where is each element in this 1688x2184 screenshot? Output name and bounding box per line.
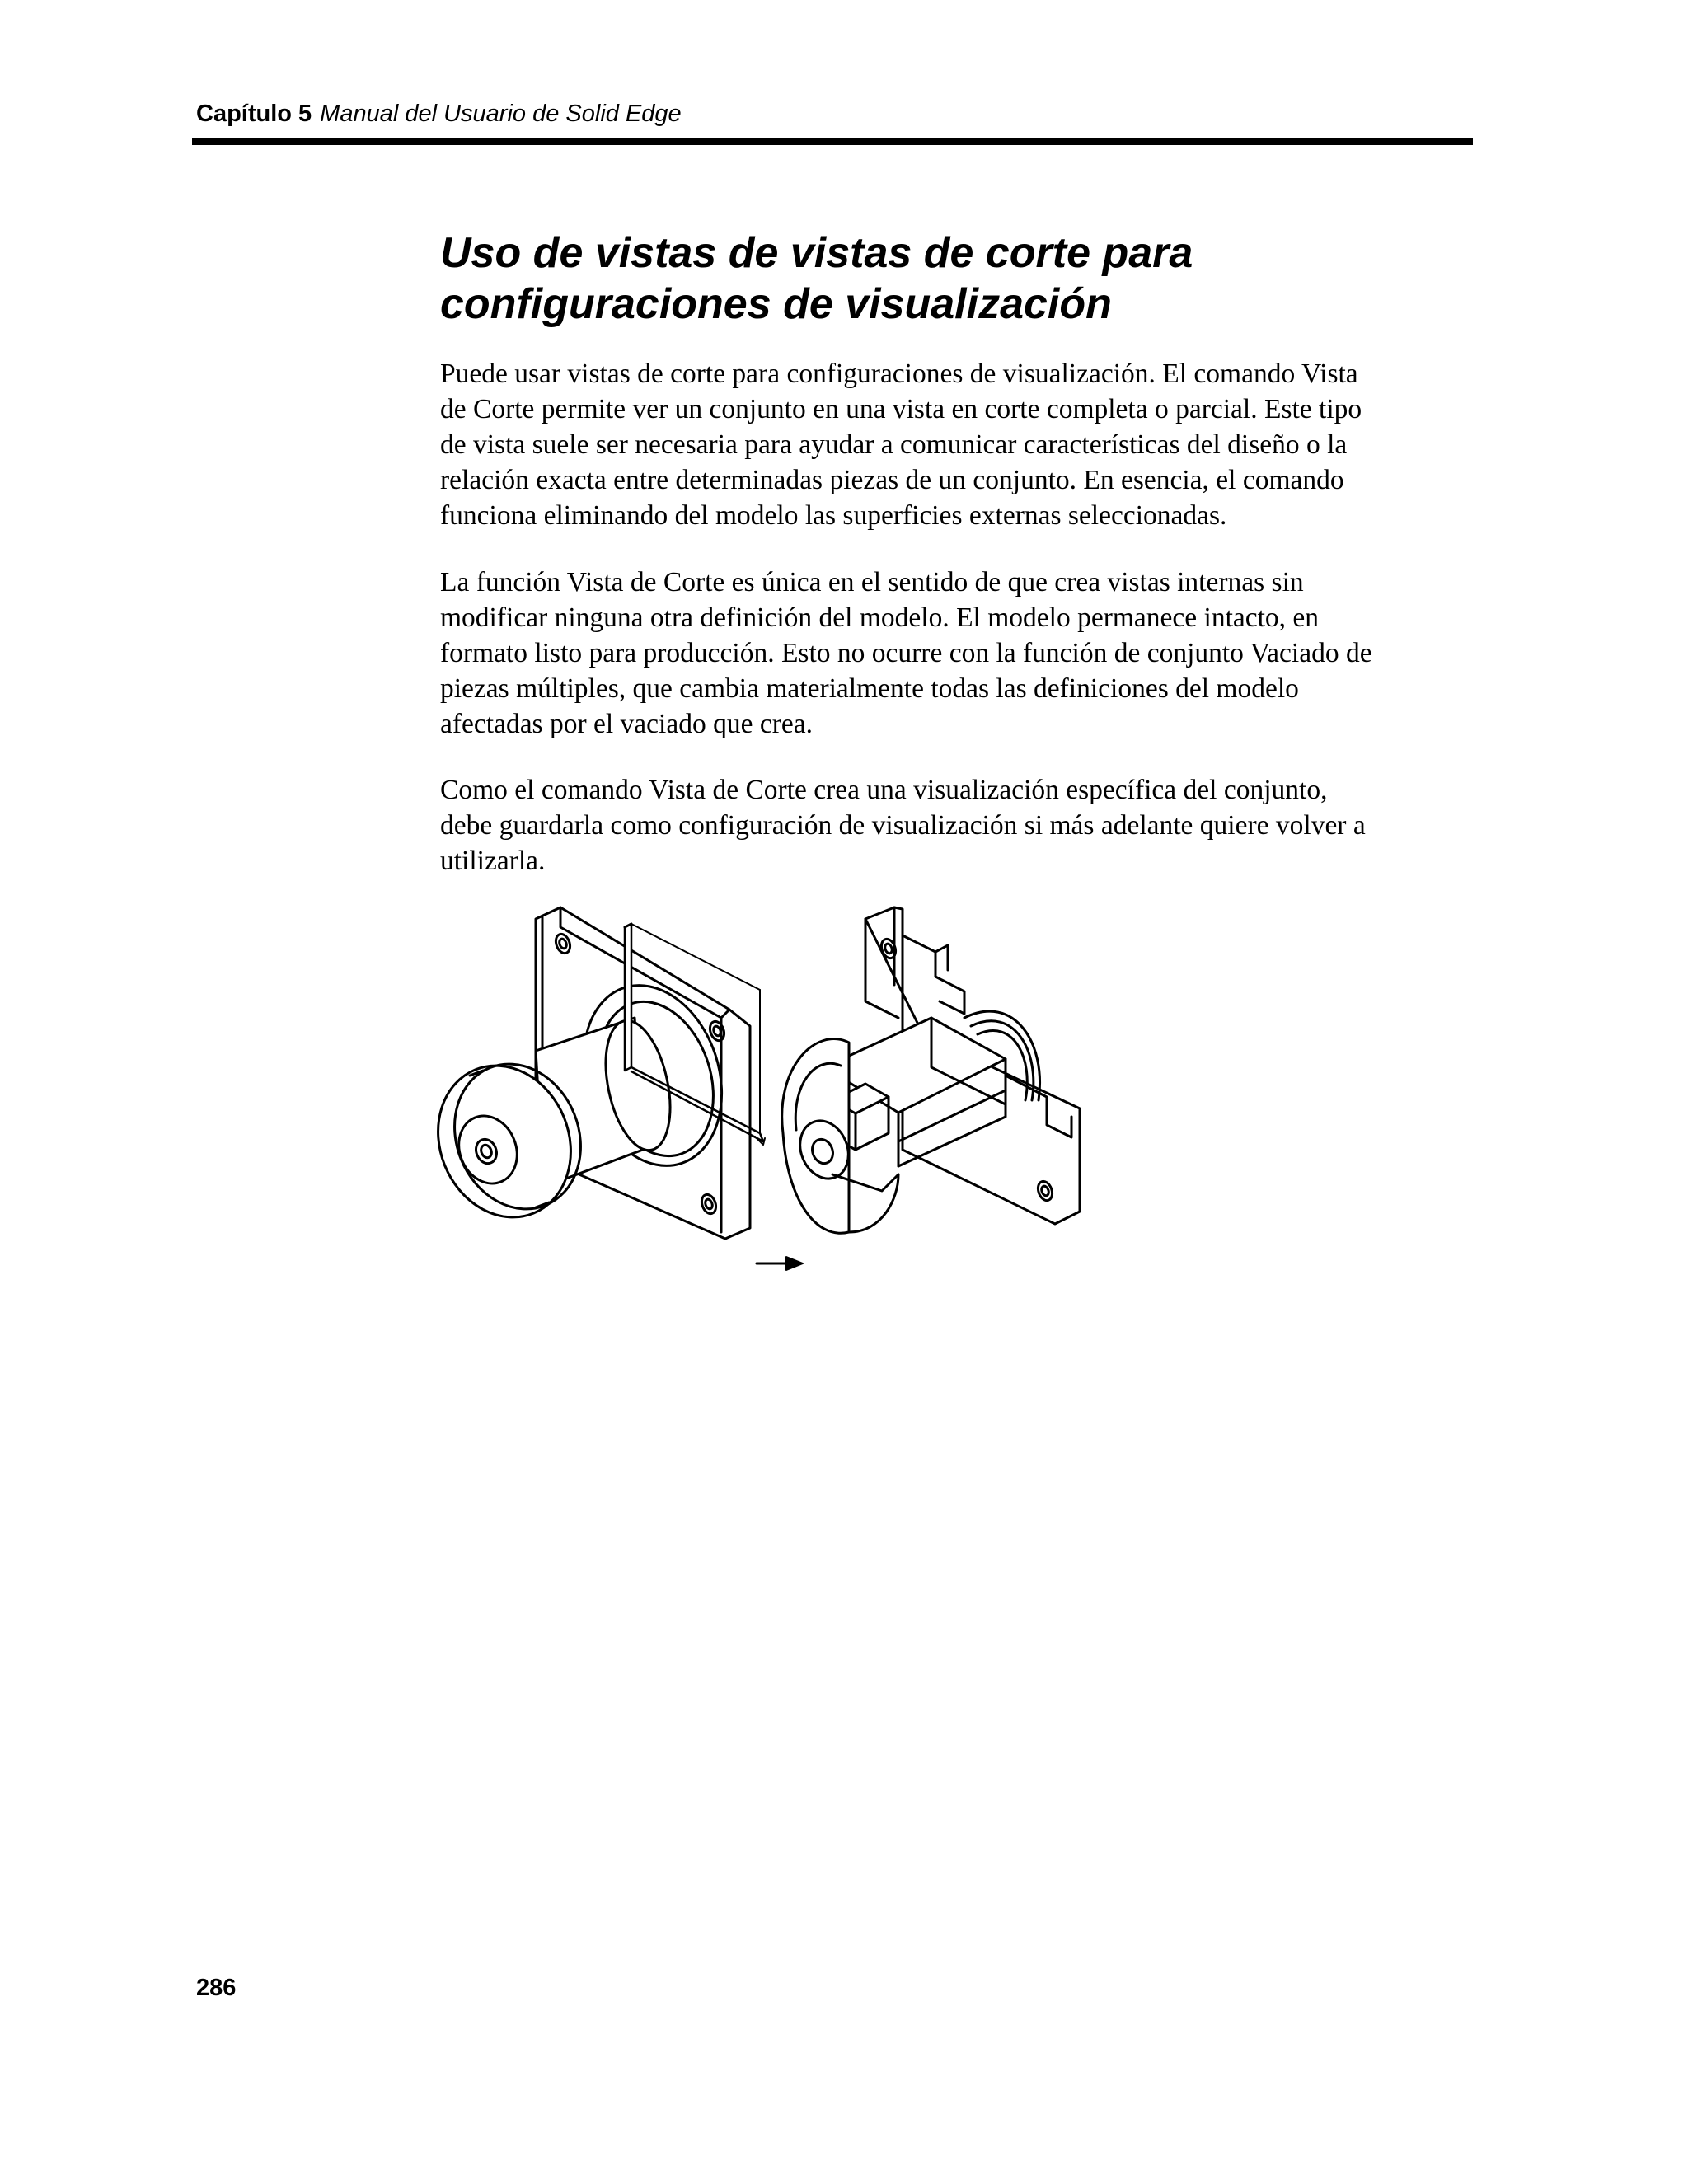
page-number: 286 — [196, 1975, 237, 2001]
text-line: piezas múltiples, que cambia materialmente todas las definiciones del modelo — [440, 673, 1299, 704]
paragraph-function — [440, 565, 1480, 742]
text-line: funciona eliminando del modelo las superficies externas seleccionadas. — [440, 500, 1227, 531]
chapter-label: Capítulo 5 — [196, 101, 312, 127]
text-line: debe guardarla como configuración de visualización si más adelante quiere volver a — [440, 810, 1366, 841]
paragraph-intro — [440, 356, 1480, 533]
text-line: de vista suele ser necesaria para ayudar a comunicar características del diseño o la — [440, 429, 1348, 460]
cutaway-illustration — [437, 902, 1113, 1282]
text-line: modificar ninguna otra definición del modelo. El modelo permanece intacto, en — [440, 602, 1320, 633]
book-title: Manual del Usuario de Solid Edge — [320, 101, 682, 127]
text-line: de Corte permite ver un conjunto en una vista en corte completa o parcial. Este tipo — [440, 394, 1362, 424]
section-title — [440, 227, 1470, 330]
running-header — [196, 99, 682, 129]
section-title-line: configuraciones de visualización — [440, 280, 1112, 328]
text-line: Puede usar vistas de corte para configuraciones de visualización. El comando Vista — [440, 359, 1358, 389]
header-rule — [192, 138, 1473, 145]
assembly-full-model — [437, 907, 765, 1239]
text-line: La función Vista de Corte es única en el sentido de que crea vistas internas sin — [440, 567, 1304, 598]
text-line: afectadas por el vaciado que crea. — [440, 709, 813, 739]
text-line: relación exacta entre determinadas piezas de un conjunto. En esencia, el comando — [440, 465, 1344, 495]
cutaway-figure — [437, 902, 1113, 1282]
paragraph-save — [440, 772, 1480, 879]
text-line: Como el comando Vista de Corte crea una visualización específica del conjunto, — [440, 775, 1328, 805]
arrow-right-icon — [757, 1257, 803, 1270]
assembly-cutaway-model — [782, 907, 1080, 1233]
section-title-line: Uso de vistas de vistas de corte para — [440, 229, 1193, 277]
text-line: formato listo para producción. Esto no ocurre con la función de conjunto Vaciado de — [440, 638, 1372, 668]
text-line: utilizarla. — [440, 846, 546, 876]
